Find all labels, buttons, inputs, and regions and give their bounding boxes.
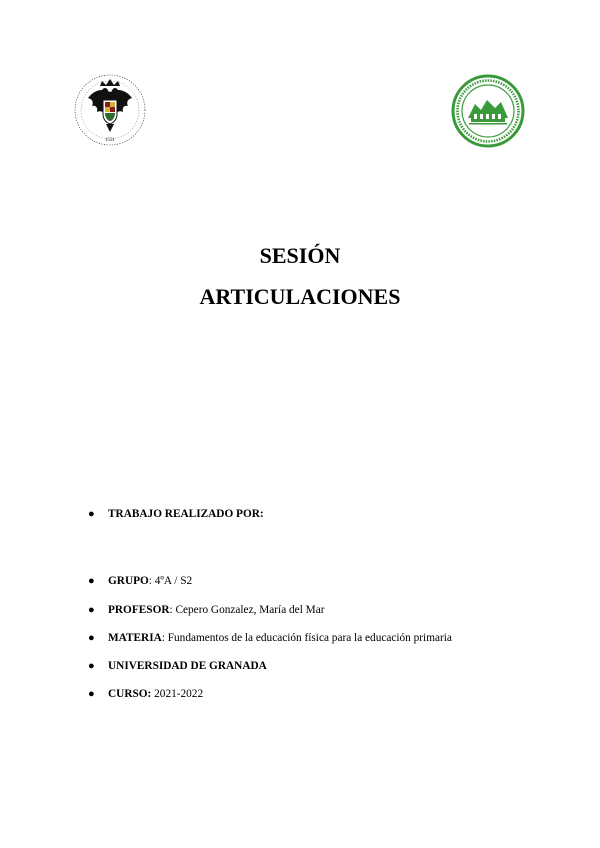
info-item-university bbox=[88, 660, 267, 672]
info-item-subject bbox=[88, 632, 452, 644]
subject-value: Fundamentos de la educación física para la educación primaria bbox=[167, 632, 452, 644]
authors-label: TRABAJO REALIZADO POR: bbox=[108, 508, 264, 520]
group-label: GRUPO bbox=[108, 575, 149, 587]
info-item-group bbox=[88, 575, 192, 587]
document-title-line-2: ARTICULACIONES bbox=[199, 284, 401, 309]
info-item-course bbox=[88, 688, 203, 700]
bullet-icon: ● bbox=[88, 604, 95, 616]
seal-year-text: 1531 bbox=[105, 138, 115, 143]
faculty-seal-logo bbox=[451, 74, 525, 148]
document-title-line-1: SESIÓN bbox=[259, 243, 341, 268]
professor-sep: : bbox=[169, 604, 176, 616]
bullet-icon: ● bbox=[88, 575, 95, 587]
bullet-icon: ● bbox=[88, 688, 95, 700]
bullet-icon: ● bbox=[88, 632, 95, 644]
subject-sep: : bbox=[161, 632, 168, 644]
bullet-icon: ● bbox=[88, 508, 95, 520]
info-item-professor bbox=[88, 604, 324, 616]
course-value: 2021-2022 bbox=[154, 688, 204, 700]
professor-value: Cepero Gonzalez, María del Mar bbox=[175, 604, 325, 616]
group-sep: : bbox=[148, 575, 155, 587]
course-label: CURSO: bbox=[108, 688, 152, 700]
professor-label: PROFESOR bbox=[108, 604, 170, 616]
info-item-authors bbox=[88, 508, 264, 520]
university-seal-logo bbox=[72, 72, 148, 148]
bullet-icon: ● bbox=[88, 660, 95, 672]
group-value: 4ºA / S2 bbox=[154, 575, 193, 587]
university-label: UNIVERSIDAD DE GRANADA bbox=[108, 660, 267, 672]
subject-label: MATERIA bbox=[108, 632, 162, 644]
